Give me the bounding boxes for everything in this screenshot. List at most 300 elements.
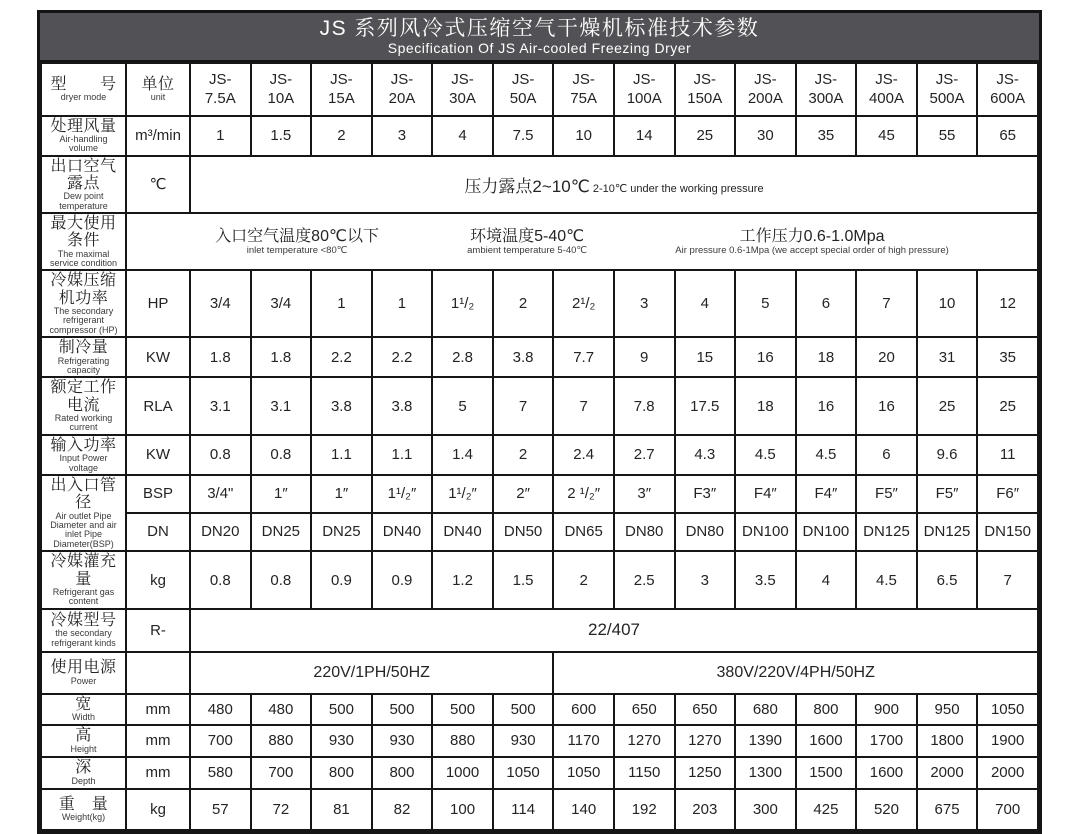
spec-value: 1¹/₂	[432, 270, 493, 337]
unit-header-en: unit	[150, 91, 166, 102]
spec-value: 114	[493, 789, 554, 830]
model-column-header	[372, 63, 433, 116]
spec-value: F4″	[796, 475, 857, 513]
spec-value: 3.5	[735, 551, 796, 608]
refrigerant-type-unit: R-	[126, 609, 190, 652]
input-power-row	[41, 435, 1038, 475]
spec-value: 2″	[493, 475, 554, 513]
row-label-zh: 冷媒压缩机功率	[50, 272, 117, 307]
service-condition-row	[41, 213, 1038, 270]
spec-value: 1.8	[190, 337, 251, 377]
spec-value: 500	[432, 694, 493, 725]
spec-value: 580	[190, 757, 251, 789]
model-prefix: JS-	[511, 70, 535, 88]
row-label-en: The maximal service condition	[49, 248, 118, 269]
model-column-header	[675, 63, 736, 116]
refrigerant-charge-unit: kg	[126, 551, 190, 608]
model-size: 75A	[570, 90, 597, 108]
model-prefix: JS-	[996, 70, 1019, 88]
spec-value: 4.5	[735, 435, 796, 475]
spec-value: 4.5	[856, 551, 917, 608]
spec-value: DN80	[675, 513, 736, 552]
spec-value: 1270	[675, 725, 736, 757]
spec-value: 1050	[553, 757, 614, 789]
spec-value: 480	[190, 694, 251, 725]
row-label-zh: 宽	[75, 695, 92, 713]
spec-value: 1300	[735, 757, 796, 789]
page-title-en: Specification Of JS Air-cooled Freezing Dryer	[387, 40, 692, 57]
spec-table	[40, 62, 1039, 831]
spec-value: 1000	[432, 757, 493, 789]
row-label-zh: 最大使用条件	[50, 215, 117, 250]
spec-value: 2.5	[614, 551, 675, 608]
spec-value: 1700	[856, 725, 917, 757]
spec-value: 700	[251, 757, 312, 789]
spec-value: 5	[735, 270, 796, 337]
row-label-en: Height	[70, 743, 97, 754]
spec-value: 2	[493, 270, 554, 337]
model-size: 150A	[687, 90, 723, 108]
model-column-header	[917, 63, 978, 116]
compressor-power-row	[41, 270, 1038, 337]
spec-value: 1600	[856, 757, 917, 789]
rated-current-label	[41, 377, 126, 434]
spec-value: 16	[735, 337, 796, 377]
spec-value: F6″	[977, 475, 1038, 513]
pipe-bsp-unit: BSP	[126, 475, 190, 513]
spec-value: 16	[796, 377, 857, 434]
spec-value: 1800	[917, 725, 978, 757]
spec-value: 675	[917, 789, 978, 830]
spec-value: 2	[493, 435, 554, 475]
spec-value: F5″	[856, 475, 917, 513]
spec-value: F3″	[675, 475, 736, 513]
model-prefix: JS-	[875, 70, 898, 88]
spec-value: 1.1	[311, 435, 372, 475]
model-prefix: JS-	[814, 70, 838, 88]
model-column-header	[614, 63, 675, 116]
power-value: 380V/220V/4PH/50HZ	[553, 652, 1038, 694]
spec-value: 31	[917, 337, 978, 377]
spec-value: F5″	[917, 475, 978, 513]
depth-unit: mm	[126, 757, 190, 789]
dew-point-value	[190, 156, 1038, 213]
spec-value: 2¹/₂	[553, 270, 614, 337]
row-label-zh: 深	[75, 759, 92, 777]
spec-value: 930	[372, 725, 433, 757]
model-prefix: JS-	[390, 70, 414, 88]
spec-value: 2	[553, 551, 614, 608]
spec-value: 6.5	[917, 551, 978, 608]
air-volume-label	[41, 116, 126, 156]
condition-en: ambient temperature 5-40℃	[467, 244, 588, 256]
model-prefix: JS-	[330, 70, 353, 88]
condition-item	[215, 228, 379, 255]
dew-point-unit: ℃	[126, 156, 190, 213]
spec-value: 18	[735, 377, 796, 434]
cooling-capacity-label	[41, 337, 126, 377]
spec-value: DN65	[553, 513, 614, 552]
rated-current-unit: RLA	[126, 377, 190, 434]
spec-value: 7.5	[493, 116, 554, 156]
spec-value: 4	[796, 551, 857, 608]
model-column-header	[735, 63, 796, 116]
spec-value: 4.5	[796, 435, 857, 475]
spec-value: DN50	[493, 513, 554, 552]
spec-value: 0.8	[190, 435, 251, 475]
spec-value: 3.1	[190, 377, 251, 434]
spec-value: 2000	[917, 757, 978, 789]
model-column-header	[977, 63, 1038, 116]
spec-value: 2 ¹/₂″	[553, 475, 614, 513]
refrigerant-type-row	[41, 609, 1038, 652]
model-size: 100A	[626, 90, 662, 108]
model-column-header	[553, 63, 614, 116]
spec-value: 25	[675, 116, 736, 156]
service-condition-label	[41, 213, 126, 270]
spec-value: 1270	[614, 725, 675, 757]
spec-value: 800	[796, 694, 857, 725]
model-prefix: JS-	[209, 70, 232, 88]
model-prefix: JS-	[754, 70, 777, 88]
row-label-zh: 冷媒灌充量	[50, 553, 117, 588]
condition-en: inlet temperature <80℃	[246, 244, 348, 256]
spec-value: 2	[311, 116, 372, 156]
spec-value: 9	[614, 337, 675, 377]
input-power-unit: KW	[126, 435, 190, 475]
row-label-en: Dew point temperature	[59, 191, 108, 211]
model-size: 300A	[808, 90, 844, 108]
spec-value: 6	[796, 270, 857, 337]
spec-value: 425	[796, 789, 857, 830]
refrigerant-type-label	[41, 609, 126, 652]
model-column-header	[432, 63, 493, 116]
unit-header-zh: 单位	[141, 75, 175, 93]
cooling-capacity-row	[41, 337, 1038, 377]
spec-value: 500	[372, 694, 433, 725]
spec-value: 300	[735, 789, 796, 830]
spec-value: 4	[432, 116, 493, 156]
spec-value: 7.8	[614, 377, 675, 434]
width-unit: mm	[126, 694, 190, 725]
spec-value: 700	[190, 725, 251, 757]
spec-value: 1¹/₂″	[432, 475, 493, 513]
condition-en: Air pressure 0.6-1Mpa (we accept special order of high pressure)	[675, 244, 949, 256]
spec-value: 650	[675, 694, 736, 725]
row-label-zh: 冷媒型号	[50, 612, 117, 630]
spec-value: DN125	[856, 513, 917, 552]
model-prefix: JS-	[269, 70, 293, 88]
spec-value: 55	[917, 116, 978, 156]
spec-value: 1	[190, 116, 251, 156]
spec-value: 3.8	[493, 337, 554, 377]
air-volume-row	[41, 116, 1038, 156]
spec-value: 192	[614, 789, 675, 830]
row-label-en: the secondary refrigerant kinds	[51, 628, 116, 648]
spec-value: 3.8	[311, 377, 372, 434]
spec-value: 45	[856, 116, 917, 156]
spec-value: DN20	[190, 513, 251, 552]
spec-value: 3.1	[251, 377, 312, 434]
row-label-zh: 处理风量	[50, 117, 117, 135]
refrigerant-charge-row	[41, 551, 1038, 608]
spec-value: DN25	[311, 513, 372, 552]
pipe-dn-row	[41, 513, 1038, 552]
spec-value: 3/4	[251, 270, 312, 337]
spec-value: 2.7	[614, 435, 675, 475]
spec-value: 82	[372, 789, 433, 830]
spec-value: 203	[675, 789, 736, 830]
unit-header-cell	[126, 63, 190, 116]
row-label-zh: 输入功率	[50, 436, 117, 454]
spec-value: 3	[614, 270, 675, 337]
spec-value: 1600	[796, 725, 857, 757]
spec-value: 7	[977, 551, 1038, 608]
model-column-header	[493, 63, 554, 116]
spec-value: 1500	[796, 757, 857, 789]
model-column-header	[190, 63, 251, 116]
model-header-en: dryer mode	[60, 91, 107, 102]
spec-value: 800	[372, 757, 433, 789]
row-label-en: The secondary refrigerant compressor (HP)	[49, 306, 118, 335]
spec-value: 15	[675, 337, 736, 377]
power-value: 220V/1PH/50HZ	[190, 652, 553, 694]
spec-value: 35	[977, 337, 1038, 377]
model-prefix: JS-	[451, 70, 474, 88]
spec-value: 12	[977, 270, 1038, 337]
pipe-bsp-label	[41, 475, 126, 551]
spec-value: 1390	[735, 725, 796, 757]
page-title-zh: JS 系列风冷式压缩空气干燥机标准技术参数	[319, 17, 760, 40]
height-label	[41, 725, 126, 757]
spec-value: 30	[735, 116, 796, 156]
spec-value: 880	[432, 725, 493, 757]
spec-value: 72	[251, 789, 312, 830]
model-size: 15A	[328, 90, 355, 108]
spec-value: 0.8	[251, 551, 312, 608]
spec-value: 3	[372, 116, 433, 156]
dew-point-row	[41, 156, 1038, 213]
width-row	[41, 694, 1038, 725]
spec-value: 7	[493, 377, 554, 434]
spec-value: DN125	[917, 513, 978, 552]
model-column-header	[856, 63, 917, 116]
weight-row	[41, 789, 1038, 830]
spec-value: 930	[311, 725, 372, 757]
rated-current-row	[41, 377, 1038, 434]
spec-value: 2.2	[372, 337, 433, 377]
model-column-header	[796, 63, 857, 116]
spec-value: 480	[251, 694, 312, 725]
spec-value: 35	[796, 116, 857, 156]
weight-unit: kg	[126, 789, 190, 830]
spec-value: 1050	[493, 757, 554, 789]
spec-value: 25	[977, 377, 1038, 434]
spec-value: 17.5	[675, 377, 736, 434]
compressor-power-label	[41, 270, 126, 337]
spec-value: 500	[493, 694, 554, 725]
width-label	[41, 694, 126, 725]
model-header-cell	[41, 63, 126, 116]
spec-value: 700	[977, 789, 1038, 830]
model-size: 50A	[509, 90, 537, 108]
model-column-header	[251, 63, 312, 116]
spec-value: DN80	[614, 513, 675, 552]
row-label-en: Rated working current	[54, 413, 113, 433]
row-label-zh: 额定工作电流	[50, 379, 117, 414]
spec-value: 2.8	[432, 337, 493, 377]
spec-value: 1	[372, 270, 433, 337]
spec-value: 1.4	[432, 435, 493, 475]
spec-value: F4″	[735, 475, 796, 513]
row-label-en: Air outlet Pipe Diameter and air inlet Pipe Diameter(BSP)	[50, 510, 117, 549]
weight-label	[41, 789, 126, 830]
row-label-en: Refrigerant gas content	[52, 586, 115, 607]
spec-table-body	[41, 63, 1038, 830]
spec-value: 0.8	[251, 435, 312, 475]
spec-value: 4.3	[675, 435, 736, 475]
model-size: 600A	[990, 90, 1026, 108]
height-row	[41, 725, 1038, 757]
spec-value: DN100	[796, 513, 857, 552]
spec-value: 1.5	[493, 551, 554, 608]
spec-value: 1900	[977, 725, 1038, 757]
spec-value: 880	[251, 725, 312, 757]
spec-value: 14	[614, 116, 675, 156]
row-label-zh: 重 量	[58, 795, 109, 813]
row-label-en: Width	[71, 712, 95, 723]
spec-value: 10	[553, 116, 614, 156]
wide-value-main: 22/407	[588, 620, 640, 640]
spec-value: 7.7	[553, 337, 614, 377]
model-size: 20A	[388, 90, 416, 108]
refrigerant-charge-label	[41, 551, 126, 608]
spec-value: 3	[675, 551, 736, 608]
spec-value: 1	[311, 270, 372, 337]
row-label-en: Air-handling volume	[59, 133, 108, 154]
spec-value: 1.2	[432, 551, 493, 608]
spec-value: 3/4"	[190, 475, 251, 513]
model-prefix: JS-	[935, 70, 959, 88]
spec-value: 7	[856, 270, 917, 337]
model-size: 10A	[267, 90, 295, 108]
row-label-zh: 制冷量	[58, 339, 109, 357]
spec-value: 81	[311, 789, 372, 830]
spec-value: 600	[553, 694, 614, 725]
service-condition-value	[126, 213, 1038, 270]
spec-value: 4	[675, 270, 736, 337]
spec-value: 100	[432, 789, 493, 830]
power-supply-row	[41, 652, 1038, 694]
depth-label	[41, 757, 126, 789]
spec-value: 2.4	[553, 435, 614, 475]
row-label-zh: 出入口管径	[50, 477, 117, 512]
power-supply-label	[41, 652, 126, 694]
spec-value: 25	[917, 377, 978, 434]
spec-value: 10	[917, 270, 978, 337]
pipe-bsp-row	[41, 475, 1038, 513]
spec-value: DN40	[432, 513, 493, 552]
condition-zh: 工作压力0.6-1.0Mpa	[739, 228, 885, 246]
row-label-en: Power	[70, 675, 97, 686]
model-column-header	[311, 63, 372, 116]
spec-value: 1″	[251, 475, 312, 513]
model-size: 400A	[868, 90, 904, 108]
row-label-zh: 使用电源	[50, 659, 117, 677]
spec-value: 7	[553, 377, 614, 434]
spec-value: 3″	[614, 475, 675, 513]
spec-value: 900	[856, 694, 917, 725]
depth-row	[41, 757, 1038, 789]
spec-value: 680	[735, 694, 796, 725]
spec-value: DN25	[251, 513, 312, 552]
spec-value: 930	[493, 725, 554, 757]
spec-value: 0.8	[190, 551, 251, 608]
spec-value: 1″	[311, 475, 372, 513]
header-row	[41, 63, 1038, 116]
row-label-en: Refrigerating capacity	[57, 355, 110, 376]
condition-zh: 入口空气温度80℃以下	[215, 228, 379, 246]
input-power-label	[41, 435, 126, 475]
title-bar	[40, 13, 1039, 62]
cooling-capacity-unit: KW	[126, 337, 190, 377]
spec-value: 800	[311, 757, 372, 789]
spec-value: 9.6	[917, 435, 978, 475]
spec-value: 1¹/₂″	[372, 475, 433, 513]
height-unit: mm	[126, 725, 190, 757]
condition-items	[127, 228, 1037, 255]
model-prefix: JS-	[632, 70, 656, 88]
refrigerant-type-value	[190, 609, 1038, 652]
model-size: 7.5A	[204, 90, 236, 108]
model-prefix: JS-	[693, 70, 717, 88]
spec-value: 2.2	[311, 337, 372, 377]
spec-value: 520	[856, 789, 917, 830]
wide-value-main: 压力露点2~10℃	[464, 176, 590, 196]
spec-value: 1.1	[372, 435, 433, 475]
row-label-en: Input Power voltage	[59, 453, 108, 473]
spec-sheet	[37, 10, 1042, 834]
spec-value: DN150	[977, 513, 1038, 552]
model-size: 500A	[929, 90, 965, 108]
spec-value: 1170	[553, 725, 614, 757]
row-label-zh: 高	[75, 727, 92, 745]
spec-value: 950	[917, 694, 978, 725]
spec-value: 1050	[977, 694, 1038, 725]
spec-value: 1.5	[251, 116, 312, 156]
spec-value: 1.8	[251, 337, 312, 377]
spec-value: 6	[856, 435, 917, 475]
spec-value: 18	[796, 337, 857, 377]
spec-value: 0.9	[311, 551, 372, 608]
condition-zh: 环境温度5-40℃	[470, 228, 585, 246]
row-label-zh: 出口空气露点	[50, 157, 117, 192]
spec-value: 0.9	[372, 551, 433, 608]
spec-value: 500	[311, 694, 372, 725]
spec-value: 20	[856, 337, 917, 377]
model-prefix: JS-	[572, 70, 595, 88]
spec-value: DN100	[735, 513, 796, 552]
spec-value: 140	[553, 789, 614, 830]
spec-value: 16	[856, 377, 917, 434]
dew-point-label	[41, 156, 126, 213]
spec-value: 65	[977, 116, 1038, 156]
condition-item	[675, 228, 949, 255]
spec-value: 650	[614, 694, 675, 725]
row-label-en: Weight(kg)	[61, 812, 106, 823]
row-label-en: Depth	[71, 775, 96, 786]
wide-value-sub: 2-10℃ under the working pressure	[589, 182, 764, 195]
